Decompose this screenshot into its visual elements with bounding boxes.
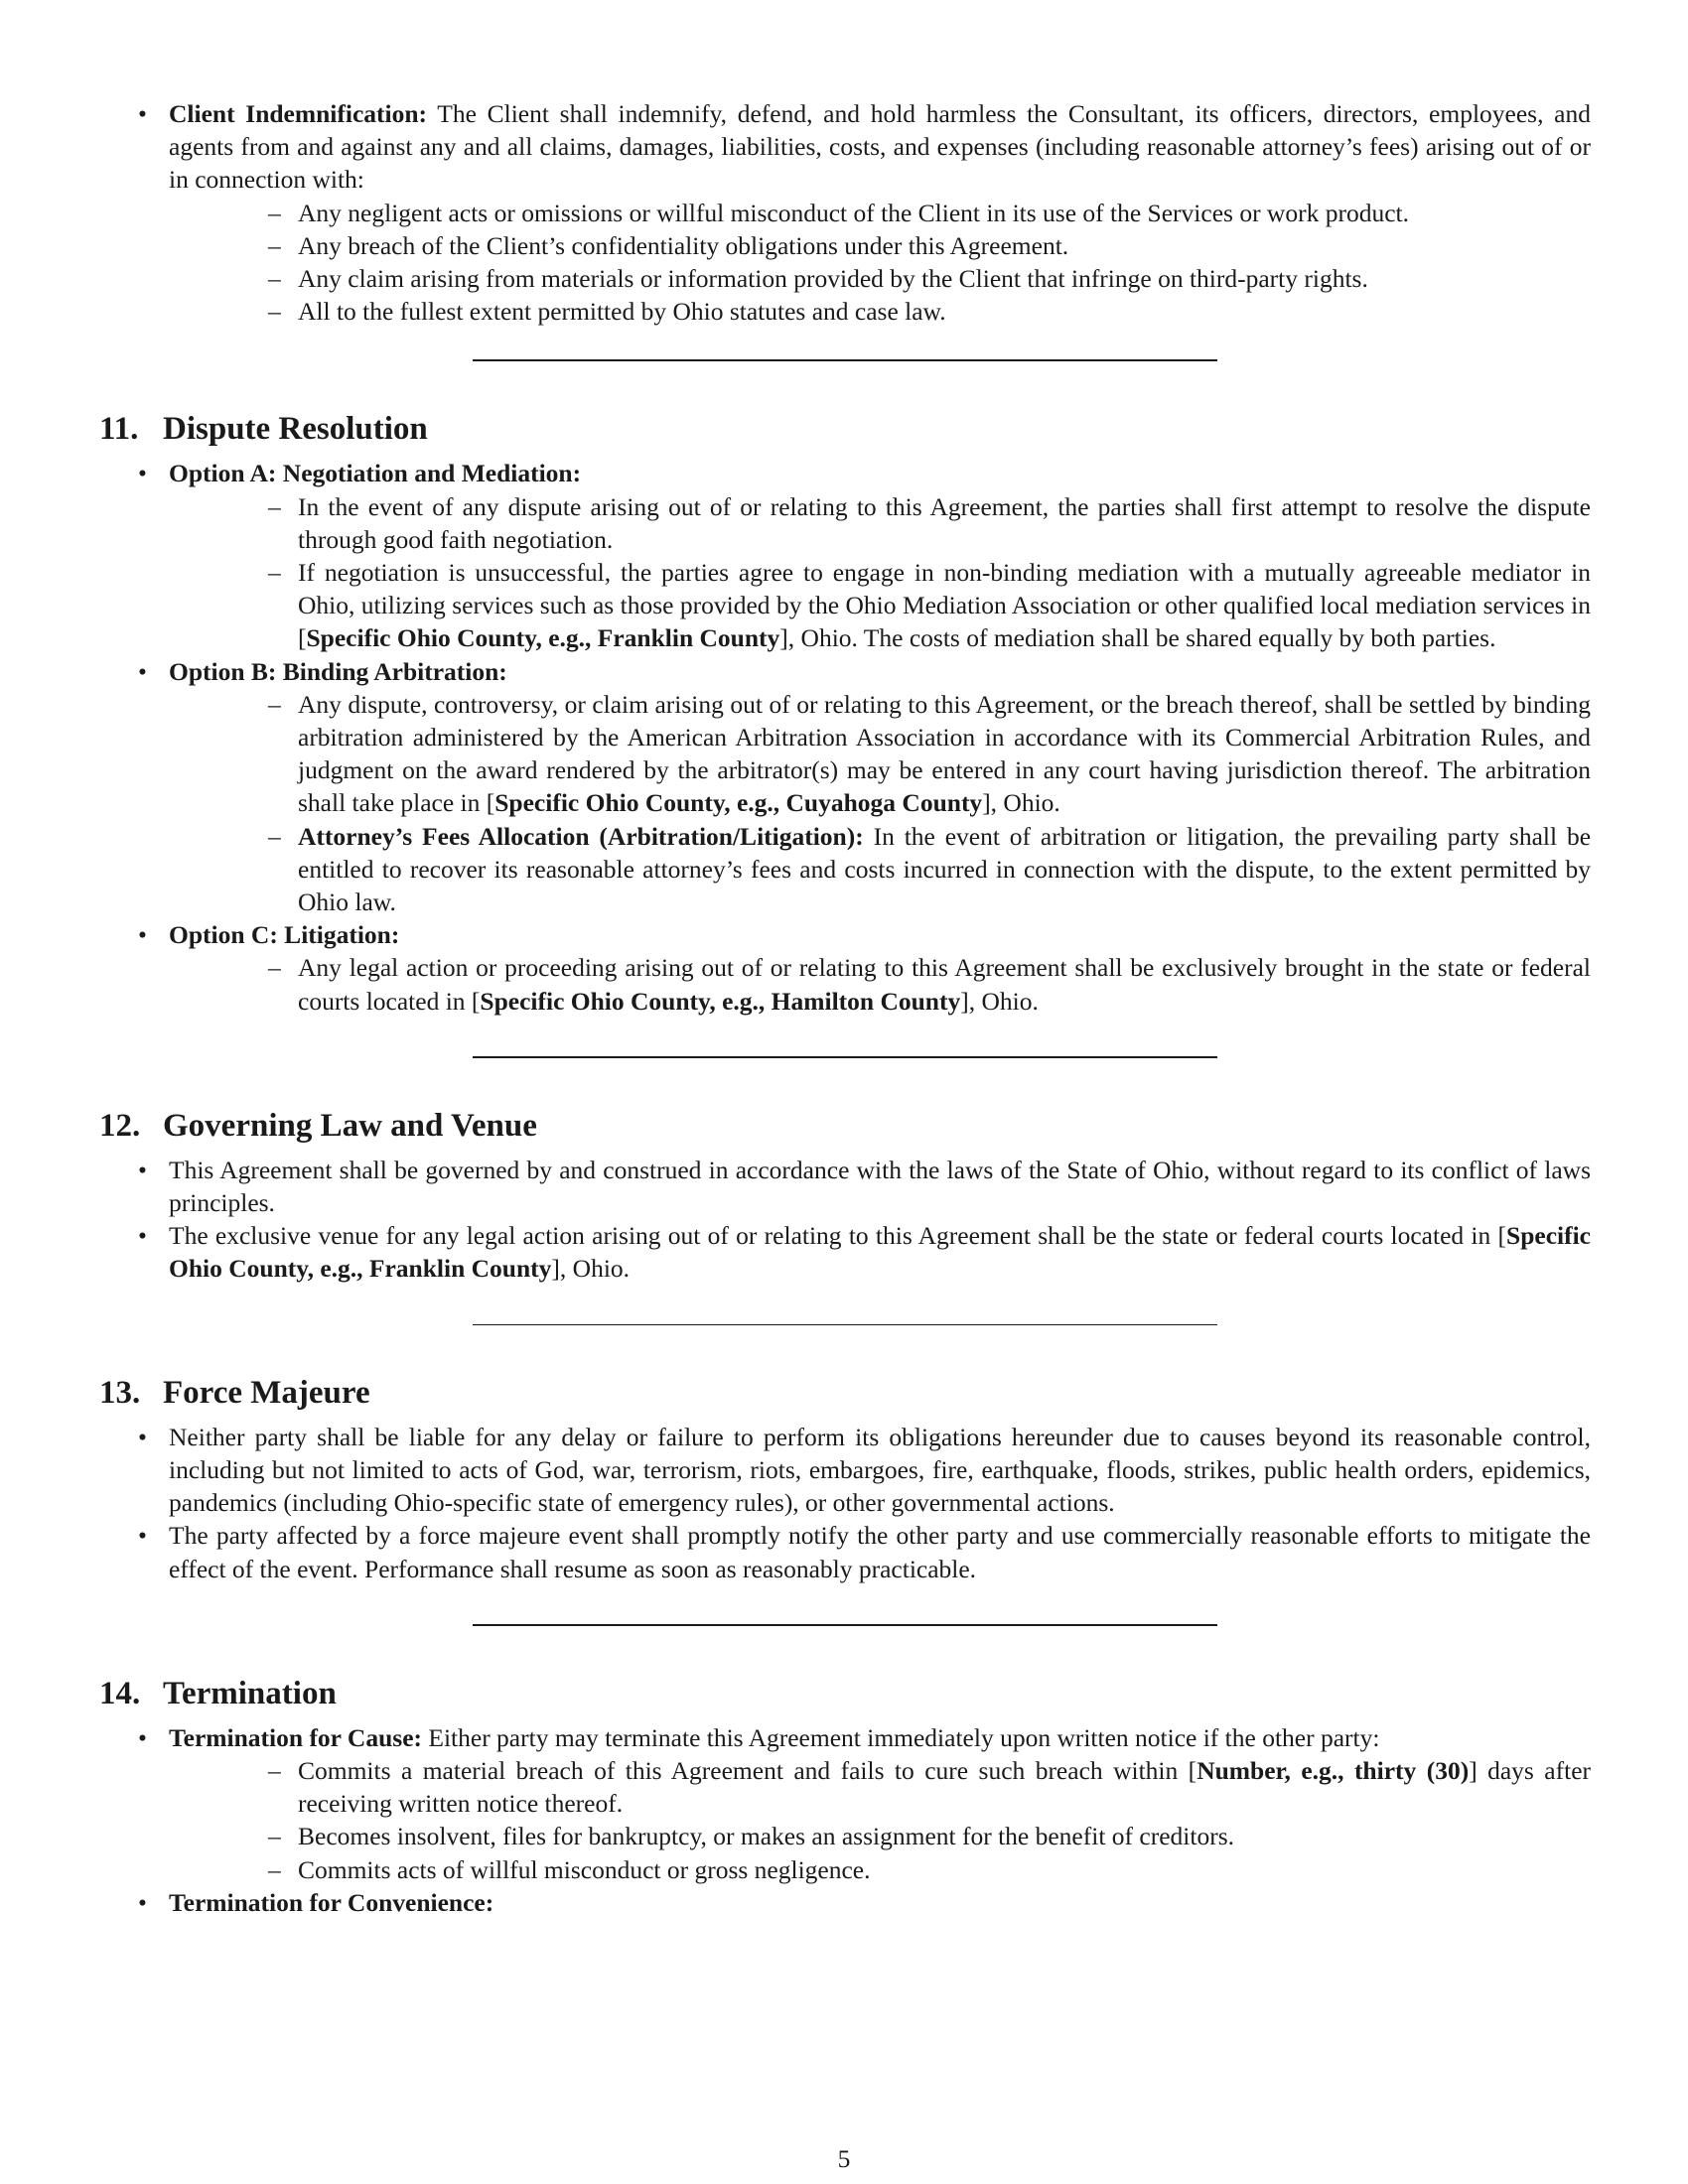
section-title: Governing Law and Venue — [163, 1107, 537, 1144]
section-number: 12. — [99, 1107, 141, 1144]
governing-law-list — [99, 1154, 1591, 1286]
section-divider — [473, 1624, 1217, 1626]
county-placeholder: Specific Ohio County, e.g., Cuyahoga County — [494, 788, 983, 818]
sub-item: – Becomes insolvent, files for bankruptcy, or makes an assignment for the benefit of creditors. — [169, 1820, 1591, 1852]
page-number: 5 — [837, 2144, 851, 2173]
termination-for-convenience-item — [99, 1886, 1591, 1919]
termination-for-cause-label: Termination for Cause: — [169, 1722, 422, 1752]
document-page — [99, 97, 1591, 1919]
section-heading-11 — [99, 409, 1591, 449]
section-heading-13 — [99, 1373, 1591, 1413]
dispute-resolution-list — [99, 457, 1591, 1017]
attorneys-fees-label: Attorney’s Fees Allocation (Arbitration/Litigation): — [298, 821, 864, 851]
sub-item — [169, 951, 1591, 1017]
text: Commits a material breach of this Agreement and fails to cure such breach within [ — [298, 1755, 1197, 1785]
sub-item: – Commits acts of willful misconduct or gross negligence. — [169, 1853, 1591, 1886]
option-c-label: Option C: Litigation: — [169, 920, 400, 950]
county-placeholder: Specific Ohio County, e.g., Hamilton County — [480, 986, 961, 1016]
text: ], Ohio. — [551, 1254, 631, 1284]
termination-for-convenience-label: Termination for Convenience: — [169, 1887, 494, 1917]
termination-for-cause-item — [99, 1721, 1591, 1886]
text: In the event of arbitration or litigation, the prevailing party shall be entitled to recover its reasonable attorney’s fees and costs incurred in connection with the dispute, to the extent permitted by Ohio law. — [298, 821, 1592, 917]
section-heading-12 — [99, 1106, 1591, 1146]
section-title: Termination — [163, 1675, 337, 1711]
county-placeholder: Specific Ohio County, e.g., Franklin County — [306, 623, 780, 653]
text: If negotiation is unsuccessful, the parties agree to engage in non-binding mediation with a mutually agreeable mediator in Ohio, utilizing services such as those provided by the Ohio Mediation Association or other qualified local mediation services in [ — [298, 558, 1591, 653]
sub-item — [169, 688, 1591, 820]
list-item: • Neither party shall be liable for any delay or failure to perform its obligations hereunder due to causes beyond its reasonable control, including but not limited to acts of God, war, terrorism, riots, embargoes, fire, earthquake, floods, strikes, public health orders, epidemics, pandemics (including Ohio-specific state of emergency rules), or other governmental actions. — [99, 1421, 1591, 1520]
termination-list — [99, 1721, 1591, 1919]
section-number: 14. — [99, 1675, 141, 1711]
section-number: 11. — [99, 411, 139, 448]
text: Any legal action or proceeding arising out of or relating to this Agreement shall be exclusively brought in the state or federal courts located in [ — [298, 953, 1591, 1016]
section-heading-14 — [99, 1674, 1591, 1713]
text: Either party may terminate this Agreement immediately upon written notice if the other party: — [428, 1722, 1380, 1752]
list-item — [99, 1219, 1591, 1285]
sub-item: – Any claim arising from materials or information provided by the Client that infringe on third-party rights. — [169, 262, 1591, 295]
county-placeholder: Specific Ohio County, e.g., Franklin County — [169, 1221, 1591, 1284]
text: The exclusive venue for any legal action arising out of or relating to this Agreement shall be the state or federal courts located in [ — [169, 1221, 1507, 1251]
termination-for-cause-sublist — [169, 1754, 1591, 1886]
sub-item — [169, 556, 1591, 655]
list-item: • The party affected by a force majeure event shall promptly notify the other party and use commercially reasonable efforts to mitigate the effect of the event. Performance shall resume as soon as reasonably practicable. — [99, 1519, 1591, 1584]
sub-item: – Any breach of the Client’s confidentiality obligations under this Agreement. — [169, 229, 1591, 262]
section-number: 13. — [99, 1374, 141, 1411]
indemnification-list — [99, 97, 1591, 328]
option-b-sublist — [169, 688, 1591, 918]
option-c-sublist — [169, 951, 1591, 1017]
option-a-sublist — [169, 490, 1591, 655]
client-indemnification-label: Client Indemnification: — [169, 99, 428, 128]
client-indemnification-sublist — [169, 197, 1591, 329]
sub-item: – Any negligent acts or omissions or willful misconduct of the Client in its use of the Services or work product. — [169, 197, 1591, 229]
option-c-item — [99, 918, 1591, 1018]
option-b-label: Option B: Binding Arbitration: — [169, 656, 507, 686]
sub-item: – In the event of any dispute arising out of or relating to this Agreement, the parties shall first attempt to resolve the dispute through good faith negotiation. — [169, 490, 1591, 556]
section-divider — [473, 359, 1217, 361]
section-title: Dispute Resolution — [163, 411, 428, 448]
option-a-label: Option A: Negotiation and Mediation: — [169, 459, 582, 488]
sub-item — [169, 820, 1591, 919]
number-placeholder: Number, e.g., thirty (30) — [1196, 1755, 1470, 1785]
option-a-item — [99, 457, 1591, 654]
force-majeure-list — [99, 1421, 1591, 1585]
text: ], Ohio. — [982, 788, 1060, 818]
option-b-item — [99, 655, 1591, 919]
text: ] days after receiving written notice thereof. — [298, 1755, 1591, 1819]
client-indemnification-text: The Client shall indemnify, defend, and hold harmless the Consultant, its officers, directors, employees, and agents from and against any and all claims, damages, liabilities, costs, and expenses (including reasonable attorney’s fees) arising out of or in connection with: — [169, 99, 1591, 195]
text: Any dispute, controversy, or claim arising out of or relating to this Agreement, or the breach thereof, shall be settled by binding arbitration administered by the American Arbitration Association in accordance with its Commercial Arbitration Rules, and judgment on the award rendered by the arbitrator(s) may be entered in any court having jurisdiction thereof. The arbitration shall take place in [ — [298, 689, 1591, 818]
text: ], Ohio. The costs of mediation shall be shared equally by both parties. — [779, 623, 1496, 653]
client-indemnification-item — [99, 97, 1591, 328]
list-item: • This Agreement shall be governed by and construed in accordance with the laws of the State of Ohio, without regard to its conflict of laws principles. — [99, 1154, 1591, 1219]
section-title: Force Majeure — [163, 1374, 370, 1411]
sub-item: – All to the fullest extent permitted by Ohio statutes and case law. — [169, 295, 1591, 328]
section-divider — [473, 1324, 1217, 1325]
text: ], Ohio. — [960, 986, 1039, 1016]
section-divider — [473, 1056, 1217, 1058]
sub-item — [169, 1754, 1591, 1820]
